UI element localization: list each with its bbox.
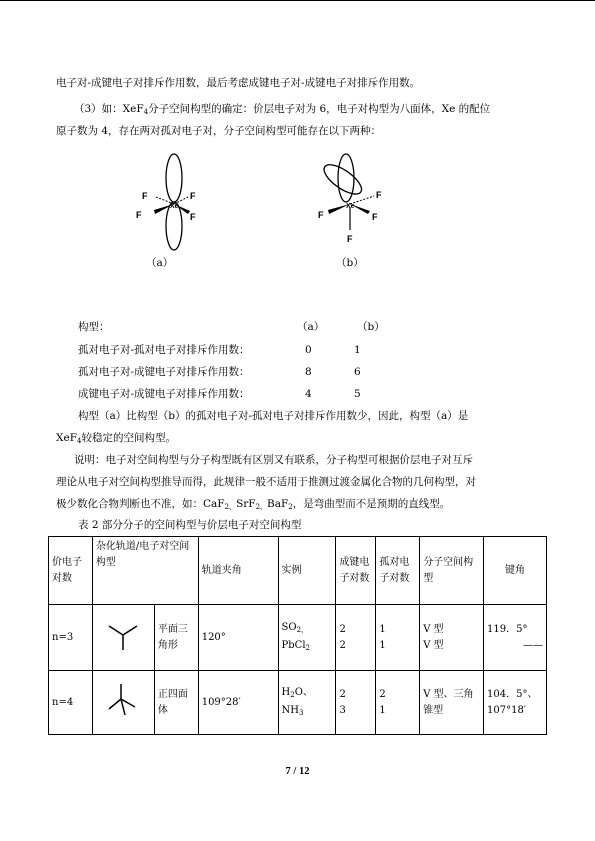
comparison-row-b: 6 (354, 366, 361, 378)
table-row (49, 671, 547, 735)
cell-angle: 120° (198, 605, 278, 671)
cell-bonding: 2 2 (336, 605, 376, 671)
example-line-2: 原子数为 4，存在两对孤对电子对，分子空间构型可能存在以下两种： (56, 125, 382, 137)
header-rule (0, 0, 595, 1)
note-line-2: 理论从电子对空间构型推导而得，此规律一般不适用于推测过渡金属化合物的几何构型，对 (56, 476, 476, 488)
xef4-structure-b (300, 152, 400, 256)
cell-shape-icon (92, 605, 154, 671)
cell-bonding: 2 3 (336, 671, 376, 735)
trigonal-planar-icon (103, 618, 143, 652)
header-pairs: 价电子对数 (49, 537, 93, 605)
comparison-row-label: 孤对电子对-成键电子对排斥作用数： (78, 366, 250, 378)
cell-geometry: 正四面体 (154, 671, 198, 735)
header-bond-angle: 键角 (484, 537, 547, 605)
header-example: 实例 (278, 537, 336, 605)
header-bonding: 成键电子对数 (336, 537, 376, 605)
cell-lone: 1 1 (376, 605, 420, 671)
cell-lone: 2 1 (376, 671, 420, 735)
comparison-row-a: 4 (305, 388, 312, 400)
tetrahedral-icon (105, 681, 141, 719)
cell-example: $SO_{2、}PbCl_2$ (278, 605, 336, 671)
xef4-structure-a (130, 152, 220, 256)
caption-b: （b） (336, 257, 364, 269)
conclusion-line-2: XeF$_4$较稳定的空间构型。 (56, 432, 176, 445)
cell-bond-angle: 104．5°、 107°18′ (484, 671, 547, 735)
cell-pairs: n=3 (49, 605, 93, 671)
f-label: F (190, 212, 196, 222)
f-label: F (190, 191, 196, 201)
comparison-row-label: 孤对电子对-孤对电子对排斥作用数： (78, 344, 250, 356)
comparison-header-a: （a） (297, 321, 325, 333)
cell-geometry: 平面三角形 (154, 605, 198, 671)
note-line-1: 说明：电子对空间构型与分子构型既有区别又有联系，分子构型可根据价层电子对互斥 (74, 454, 473, 466)
cell-example: $H_2O$、$NH_3$ (278, 671, 336, 735)
cell-shape: V 型 V 型 (420, 605, 484, 671)
comparison-row-label: 成键电子对-成键电子对排斥作用数： (78, 388, 250, 400)
xe-label: Xe (170, 203, 179, 210)
comparison-header-b: （b） (357, 321, 385, 333)
header-orbital: 杂化轨道/电子对空间构型 (92, 537, 198, 605)
header-shape: 分子空间构型 (420, 537, 484, 605)
table-caption: 表 2 部分分子的空间构型与价层电子对空间构型 (78, 519, 302, 531)
f-label: F (142, 191, 148, 201)
page-number: 7 / 12 (285, 766, 310, 777)
cell-shape: V 型、三角锥型 (420, 671, 484, 735)
f-label: F (372, 212, 378, 222)
table-header-row (49, 537, 547, 605)
comparison-row-a: 0 (305, 344, 312, 356)
header-lone: 孤对电子对数 (376, 537, 420, 605)
comparison-row-a: 8 (305, 366, 312, 378)
conclusion-line-1: 构型（a）比构型（b）的孤对电子对-孤对电子对排斥作用数少，因此，构型（a）是 (78, 410, 469, 422)
xe-label: Xe (346, 203, 355, 210)
cell-pairs: n=4 (49, 671, 93, 735)
comparison-row-b: 1 (354, 344, 361, 356)
note-line-3: 极少数化合物判断也不准，如：CaF$_{2、}$SrF$_{2、}$BaF$_2$，是弯曲型而不是预期的直线型。 (56, 498, 451, 511)
comparison-row-b: 5 (354, 388, 361, 400)
cell-bond-angle: 119．5° —— (484, 605, 547, 671)
shapes-table (48, 536, 547, 735)
f-label: F (136, 210, 142, 220)
cell-shape-icon (92, 671, 154, 735)
table-row (49, 605, 547, 671)
comparison-header: 构型： (78, 321, 110, 333)
cell-angle: 109°28′ (198, 671, 278, 735)
example-line-1: （3）如：XeF$_4$分子空间构型的确定：价层电子对为 6，电子对构型为八面体，Xe 的配位 (74, 103, 491, 116)
f-label: F (347, 234, 353, 244)
header-angle: 轨道夹角 (198, 537, 278, 605)
f-label: F (376, 190, 382, 200)
f-label: F (318, 210, 324, 220)
caption-a: （a） (146, 257, 174, 269)
intro-line: 电子对-成键电子对排斥作用数，最后考虑成键电子对-成键电子对排斥作用数。 (56, 77, 421, 89)
